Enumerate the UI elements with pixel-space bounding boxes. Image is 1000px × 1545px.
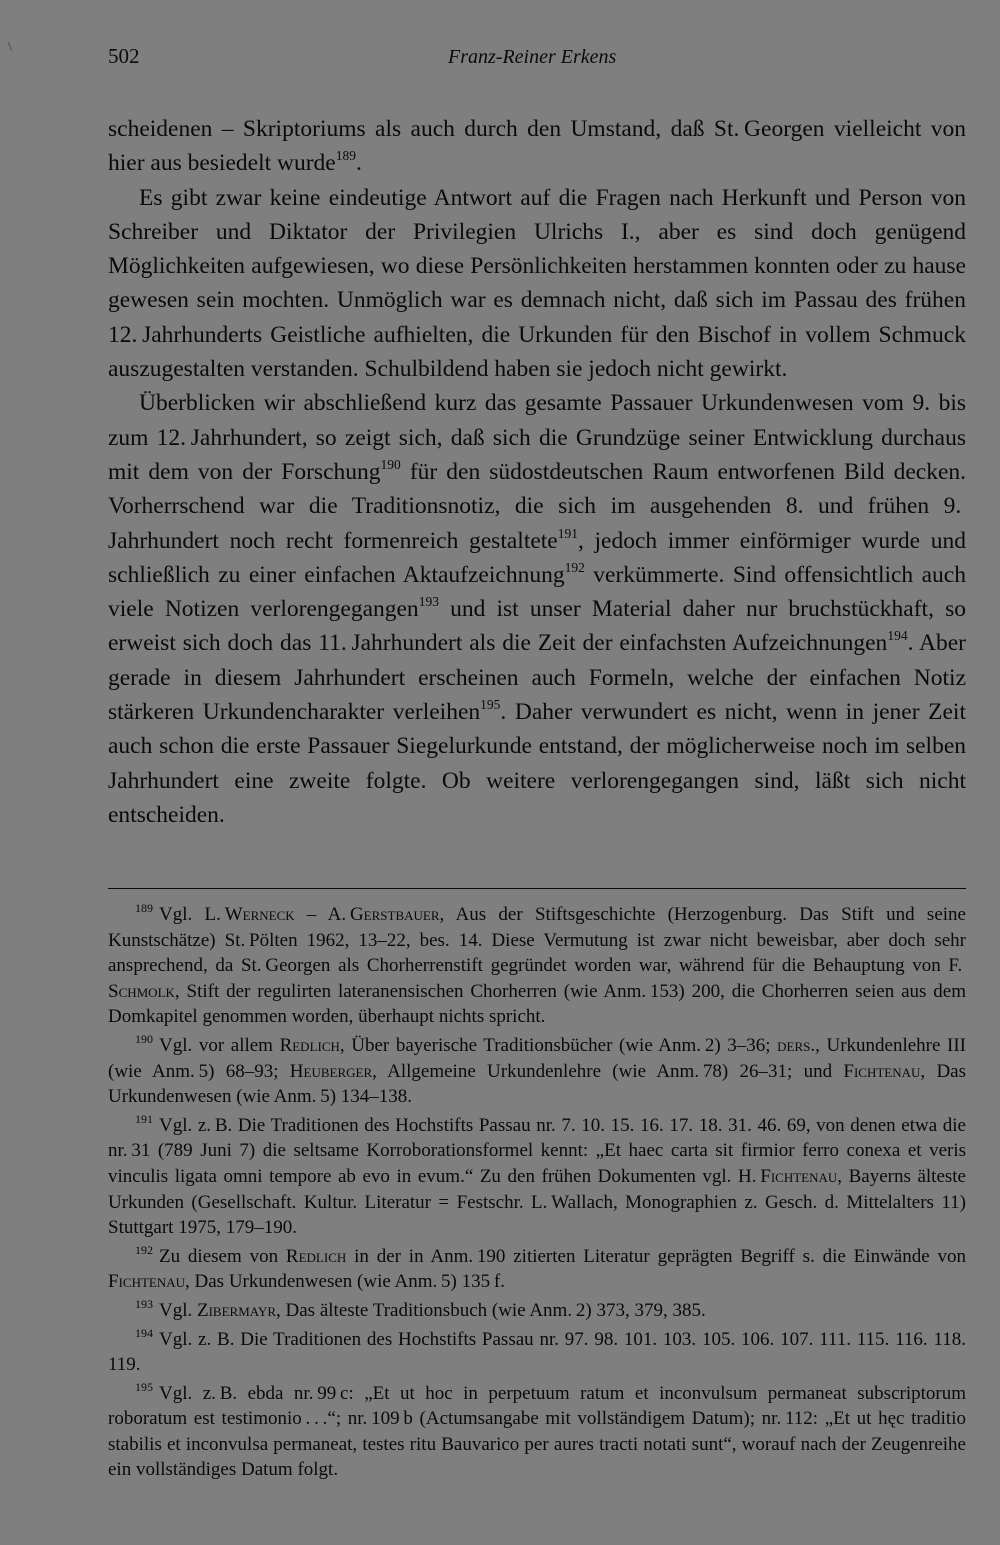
running-title: Franz-Reiner Erkens xyxy=(448,46,617,68)
footnote-number: 190 xyxy=(135,1031,153,1046)
author-name: ders. xyxy=(777,1034,816,1056)
text-run: Überblicken wir abschließend kurz das gesamte Passauer Urkundenwesen vom 9. bis zum 12. Jahrhundert, so zeigt sich, daß sich die Grundzüge seiner Entwicklung durchaus mit dem von der Forschung xyxy=(108,390,966,485)
author-name: Zibermayr xyxy=(197,1299,277,1321)
text-run: für den südostdeutschen Raum entworfenen Bild decken. Vorherrschend war die Traditionsnotiz, die sich im ausgehenden 8. und frühen 9. Jahrhundert noch recht formenreich gestaltete xyxy=(108,458,967,554)
footnote-194 xyxy=(108,1327,966,1378)
footnote-193 xyxy=(108,1298,966,1324)
text-run: – A. xyxy=(294,904,350,925)
text-run: , Urkundenlehre III (wie Anm. 5) 68–93; xyxy=(108,1034,967,1082)
footnote-number: 191 xyxy=(135,1111,153,1126)
footnote-number: 195 xyxy=(135,1379,153,1394)
footnotes xyxy=(108,902,966,1486)
text-run: Zu diesem von xyxy=(159,1245,286,1267)
text-run: Vgl. z. B. ebda nr. 99 c: „Et ut hoc in perpetuum ratum et inconvulsum permaneat subscriptorum roboratum est testimonio . . .“; nr. 109 b (Actumsangabe mit vollständigem Datum); nr. 112: „Et ut hęc traditio stabilis et inconvulsa permaneat, testes ritu Bauvarico per aures tracti notati sunt“, worauf nach der Zeugenreihe ein vollständiges Datum folgt. xyxy=(108,1382,966,1481)
author-name: Schmolk xyxy=(108,980,175,1002)
page-number: 502 xyxy=(108,44,140,68)
footnote-number: 189 xyxy=(135,901,153,915)
footnote-number: 192 xyxy=(135,1242,153,1257)
footnote-192 xyxy=(108,1244,966,1295)
text-run: in der in Anm. 190 zitierten Literatur geprägten Begriff s. die Einwände von xyxy=(346,1245,966,1267)
text-run: , jedoch immer einförmiger wurde und schließlich zu einer einfachen Aktaufzeichnung xyxy=(108,527,966,588)
footnote-ref-190: 190 xyxy=(380,456,401,472)
author-name: Fichtenau xyxy=(843,1060,921,1082)
footnote-divider xyxy=(108,888,966,889)
footnote-189 xyxy=(108,902,966,1030)
text-run: . Daher verwundert es nicht, wenn in jener Zeit auch schon die erste Passauer Siegelurkunde entstand, der möglicherweise noch im selben Jahrhundert eine zweite folgte. Ob weitere verlorengegangen sind, läßt sich nicht entscheiden. xyxy=(108,699,966,828)
main-text xyxy=(108,112,966,832)
footnote-ref-193: 193 xyxy=(418,594,439,610)
text-run: , Über bayerische Traditionsbücher (wie Anm. 2) 3–36; xyxy=(339,1034,778,1056)
author-name: Redlich xyxy=(279,1034,340,1056)
text-run: , Stift der regulirten lateranensischen Chorherren (wie Anm. 153) 200, die Chorherren seien aus dem Domkapitel genommen worden, überhaupt nichts spricht. xyxy=(108,980,966,1028)
author-name: Heuberger xyxy=(289,1060,373,1082)
text-run: Vgl. z. B. Die Traditionen des Hochstifts Passau nr. 97. 98. 101. 103. 105. 106. 107. 111. 115. 116. 118. 119. xyxy=(108,1328,966,1376)
footnote-195 xyxy=(108,1381,966,1483)
text-run: und ist unser Material daher nur bruchstückhaft, so erweist sich doch das 11. Jahrhundert als die Zeit der einfachsten Aufzeichnungen xyxy=(108,596,966,657)
text-run: Vgl. L. xyxy=(159,904,225,925)
text-run: , Das Urkundenwesen (wie Anm. 5) 135 f. xyxy=(185,1271,506,1293)
author-name: Fichtenau xyxy=(108,1271,186,1293)
text-run: , Bayerns älteste Urkunden (Gesellschaft. Kultur. Literatur = Festschr. L. Wallach, Monographien z. Gesch. d. Mittelalters 11) Stuttgart 1975, 179–190. xyxy=(108,1165,966,1239)
author-name: Fichtenau xyxy=(760,1165,838,1187)
text-run: , Aus der Stiftsgeschichte (Herzogenburg. Das Stift und seine Kunstschätze) St. Pölten 1962, 13–22, bes. 14. Diese Vermutung ist zwar nicht beweisbar, aber doch sehr ansprechend, da St. Georgen als Chorherrenstift gegründet worden war, während für die Behauptung von F. xyxy=(108,904,966,977)
text-run: Vgl. xyxy=(159,1299,197,1321)
text-run: , Das Urkundenwesen (wie Anm. 5) 134–138. xyxy=(108,1060,967,1108)
footnote-number: 194 xyxy=(135,1325,153,1340)
stray-mark: \ xyxy=(8,40,12,55)
paragraph-1 xyxy=(108,112,966,181)
text-run: Vgl. z. B. Die Traditionen des Hochstifts Passau nr. 7. 10. 15. 16. 17. 18. 31. 46. 69, von denen etwa die nr. 31 (789 Juni 7) die seltsame Korroborationsformel kennt: „Et haec carta sit firmior ferro conexa et veris vinculis ligata omni tempore ab evo in evum.“ Zu den frühen Dokumenten vgl. H. xyxy=(108,1114,966,1187)
author-name: Redlich xyxy=(285,1245,347,1267)
footnote-190 xyxy=(108,1033,966,1110)
footnote-ref-195: 195 xyxy=(480,697,501,713)
text-run: Vgl. vor allem xyxy=(159,1034,280,1056)
footnote-number: 193 xyxy=(135,1296,153,1311)
paragraph-2: Es gibt zwar keine eindeutige Antwort auf die Fragen nach Herkunft und Person von Schreiber und Diktator der Privilegien Ulrichs I., aber es sind doch genügend Möglichkeiten aufgewiesen, wo diese Persönlichkeiten herstammen konnten oder zu hause gewesen sein mochten. Unmöglich war es demnach nicht, daß sich im Passau des frühen 12. Jahrhunderts Geistliche aufhielten, die Urkunden für den Bischof in vollem Schmuck auszugestalten verstanden. Schulbildend haben sie jedoch nicht gewirkt. xyxy=(108,184,966,383)
text-run: , Allgemeine Urkundenlehre (wie Anm. 78) 26–31; und xyxy=(372,1060,844,1082)
text-run: . xyxy=(356,150,362,177)
author-name: Gerstbauer xyxy=(349,904,440,925)
footnote-ref-194: 194 xyxy=(887,628,908,644)
text-run: , Das älteste Traditionsbuch (wie Anm. 2) 373, 379, 385. xyxy=(276,1299,706,1321)
footnote-ref-192: 192 xyxy=(564,559,585,575)
author-name: Werneck xyxy=(224,904,295,925)
footnote-ref-189: 189 xyxy=(335,148,356,164)
footnote-191 xyxy=(108,1113,966,1241)
text-run: verkümmerte. Sind offensichtlich auch viele Notizen verlorengegangen xyxy=(108,561,966,623)
text-run: . Aber gerade in diesem Jahrhundert erscheinen auch Formeln, welche der einfachen Notiz stärkeren Urkundencharakter verleihen xyxy=(108,630,966,726)
footnote-ref-191: 191 xyxy=(557,525,578,541)
text-run: scheidenen – Skriptoriums als auch durch den Umstand, daß St. Georgen vielleicht von hier aus besiedelt wurde xyxy=(108,116,966,177)
paragraph-3 xyxy=(108,386,966,832)
page-header xyxy=(108,44,965,74)
